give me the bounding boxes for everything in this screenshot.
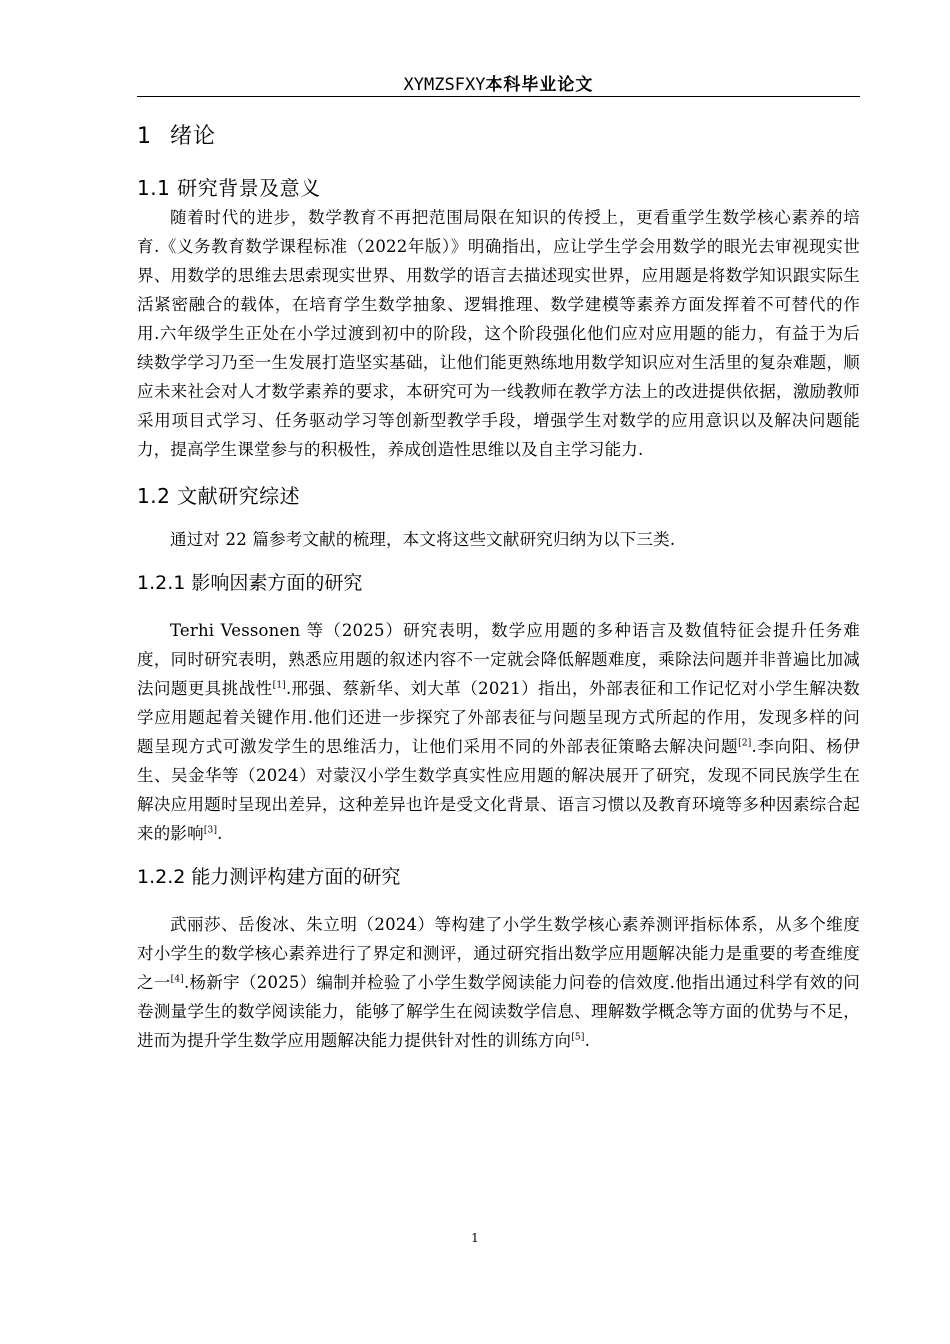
section-heading-1-2: 1.2 文献研究综述 bbox=[137, 484, 301, 508]
page-header bbox=[137, 74, 860, 97]
text-run: .邢强、蔡新华、刘大革（2021）指出，外部表征和工作记忆对小学生解决数学应用题起着关键作用.他们还进一步探究了外部表征与问题呈现方式所起的作用，发现多样的问题呈现方式可激发学生的思维活力，让他们采用不同的外部表征策略去解决问题 bbox=[137, 679, 860, 756]
paragraph-background: 随着时代的进步，数学教育不再把范围局限在知识的传授上，更看重学生数学核心素养的培育.《义务教育数学课程标准（2022年版）》明确指出，应让学生学会用数学的眼光去审视现实世界、用数学的思维去思索现实世界、用数学的语言去描述现实世界，应用题是将数学知识跟实际生活紧密融合的载体，在培育学生数学抽象、逻辑推理、数学建模等素养方面发挥着不可替代的作用.六年级学生正处在小学过渡到初中的阶段，这个阶段强化他们应对应用题的能力，有益于为后续数学学习乃至一生发展打造坚实基础，让他们能更熟练地用数学知识应对生活里的复杂难题，顺应未来社会对人才数学素养的要求，本研究可为一线教师在教学方法上的改进提供依据，激励教师采用项目式学习、任务驱动学习等创新型教学手段，增强学生对数学的应用意识以及解决问题能力，提高学生课堂参与的积极性，养成创造性思维以及自主学习能力. bbox=[137, 208, 860, 459]
citation-3: [3] bbox=[203, 825, 218, 836]
section-heading-1-1: 1.1 研究背景及意义 bbox=[137, 176, 321, 200]
text-run: . bbox=[584, 1031, 591, 1050]
citation-4: [4] bbox=[170, 974, 184, 985]
citation-2: [2] bbox=[738, 738, 752, 749]
header-code: XYMZSFXY bbox=[403, 75, 486, 95]
header-title: 本科毕业论文 bbox=[485, 75, 594, 95]
paragraph-assessment bbox=[137, 910, 860, 1055]
section-heading-1-2-1: 1.2.1 影响因素方面的研究 bbox=[137, 572, 363, 594]
chapter-heading bbox=[137, 118, 860, 156]
paragraph-influencing-factors bbox=[137, 616, 860, 848]
text-run: . bbox=[217, 824, 223, 843]
text-run: 武丽莎、岳俊冰、朱立明（2024）等构建了小学生数学核心素养测评指标体系，从多个维度对小学生的数学核心素养进行了界定和测评，通过研究指出数学应用题解决能力是重要的考查维度之一 bbox=[137, 915, 860, 992]
text-run: Terhi Vessonen 等（2025）研究表明，数学应用题的多种语言及数值特征会提升任务难度，同时研究表明，熟悉应用题的叙述内容不一定就会降低解题难度，乘除法问题并非普遍比加减法问题更具挑战性 bbox=[137, 621, 860, 698]
document-body bbox=[137, 112, 860, 1055]
page-number: 1 bbox=[471, 1231, 479, 1245]
text-run: .李向阳、杨伊生、吴金华等（2024）对蒙汉小学生数学真实性应用题的解决展开了研究，发现不同民族学生在解决应用题时呈现出差异，这种差异也许是受文化背景、语言习惯以及教育环境等多种因素综合起来的影响 bbox=[137, 737, 860, 843]
chapter-number: 1 bbox=[137, 124, 152, 149]
citation-1: [1] bbox=[272, 680, 286, 691]
paragraph-review-intro: 通过对 22 篇参考文献的梳理，本文将这些文献研究归纳为以下三类. bbox=[170, 530, 676, 549]
chapter-title: 绪论 bbox=[170, 124, 217, 149]
text-run: .杨新宇（2025）编制并检验了小学生数学阅读能力问卷的信效度.他指出通过科学有效的问卷测量学生的数学阅读能力，能够了解学生在阅读数学信息、理解数学概念等方面的优势与不足，进而为提升学生数学应用题解决能力提供针对性的训练方向 bbox=[137, 973, 860, 1050]
section-heading-1-2-2: 1.2.2 能力测评构建方面的研究 bbox=[137, 866, 401, 888]
citation-5: [5] bbox=[571, 1032, 585, 1043]
